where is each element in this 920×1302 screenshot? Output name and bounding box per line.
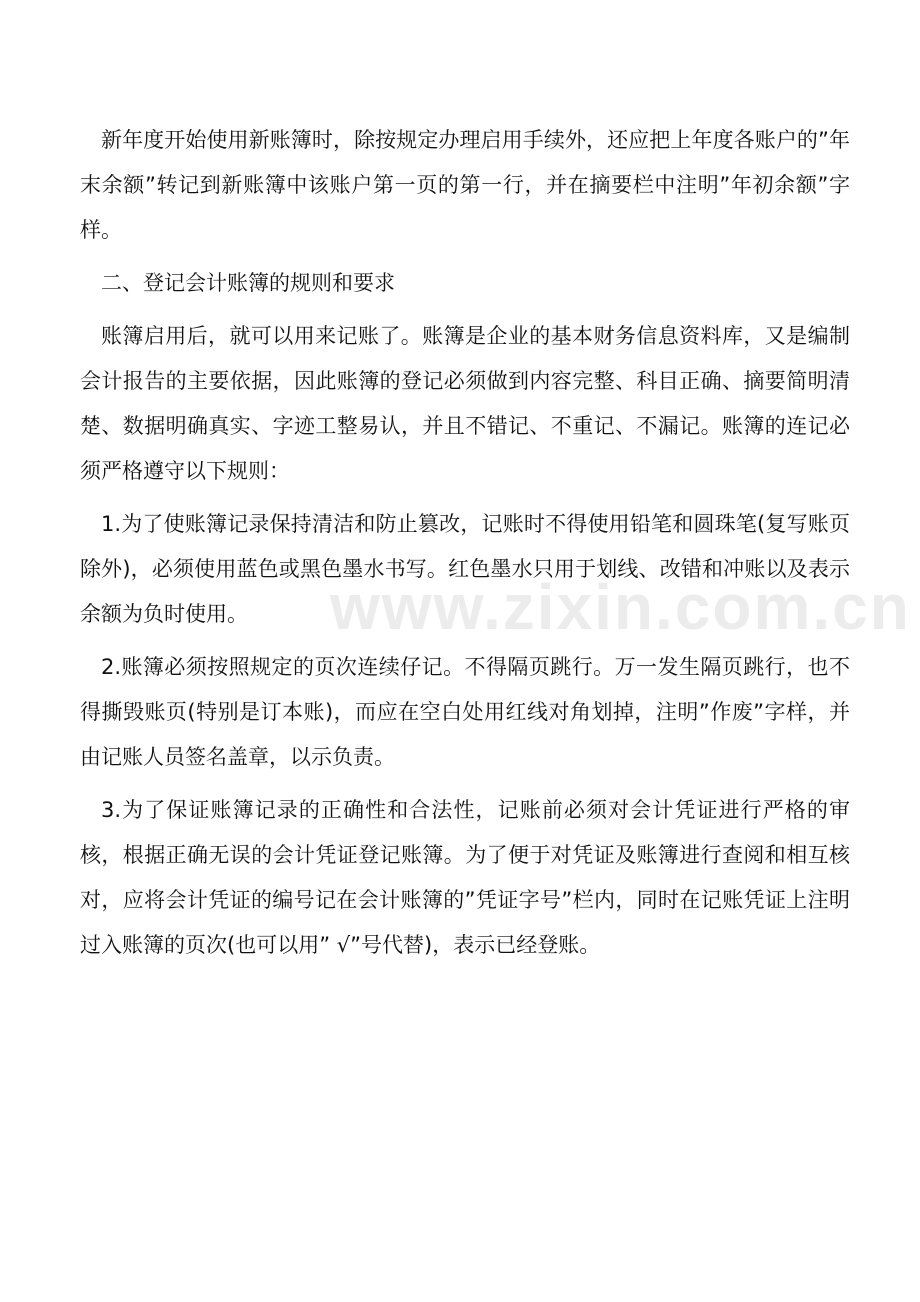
document-body [80, 118, 850, 976]
paragraph-rule-2: 2.账簿必须按照规定的页次连续仔记。不得隔页跳行。万一发生隔页跳行，也不得撕毁账页(特别是订本账)，而应在空白处用红线对角划掉，注明”作废”字样，并由记账人员签名盖章，以示负责。 [80, 655, 850, 769]
paragraph-rule-3: 3.为了保证账簿记录的正确性和合法性，记账前必须对会计凭证进行严格的审核，根据正确无误的会计凭证登记账簿。为了便于对凭证及账簿进行查阅和相互核对，应将会计凭证的编号记在会计账簿的”凭证字号”栏内，同时在记账凭证上注明过入账簿的页次(也可以用” √”号代替)，表示已经登账。 [80, 798, 850, 957]
watermark-text: www.zixin.com.cn [330, 571, 911, 643]
paragraph-rule-1: 1.为了使账簿记录保持清洁和防止篡改，记账时不得使用铅笔和圆珠笔(复写账页除外)，必须使用蓝色或黑色墨水书写。红色墨水只用于划线、改错和冲账以及表示余额为负时使用。 [80, 512, 850, 626]
paragraph-ledger-intro: 账簿启用后，就可以用来记账了。账簿是企业的基本财务信息资料库，又是编制会计报告的主要依据，因此账簿的登记必须做到内容完整、科目正确、摘要简明清楚、数据明确真实、字迹工整易认，并且不错记、不重记、不漏记。账簿的连记必须严格遵守以下规则： [80, 324, 850, 483]
paragraph-new-year-ledger: 新年度开始使用新账簿时，除按规定办理启用手续外，还应把上年度各账户的”年末余额”转记到新账簿中该账户第一页的第一行，并在摘要栏中注明”年初余额”字样。 [80, 128, 850, 242]
section-heading: 二、登记会计账簿的规则和要求 [101, 271, 395, 295]
